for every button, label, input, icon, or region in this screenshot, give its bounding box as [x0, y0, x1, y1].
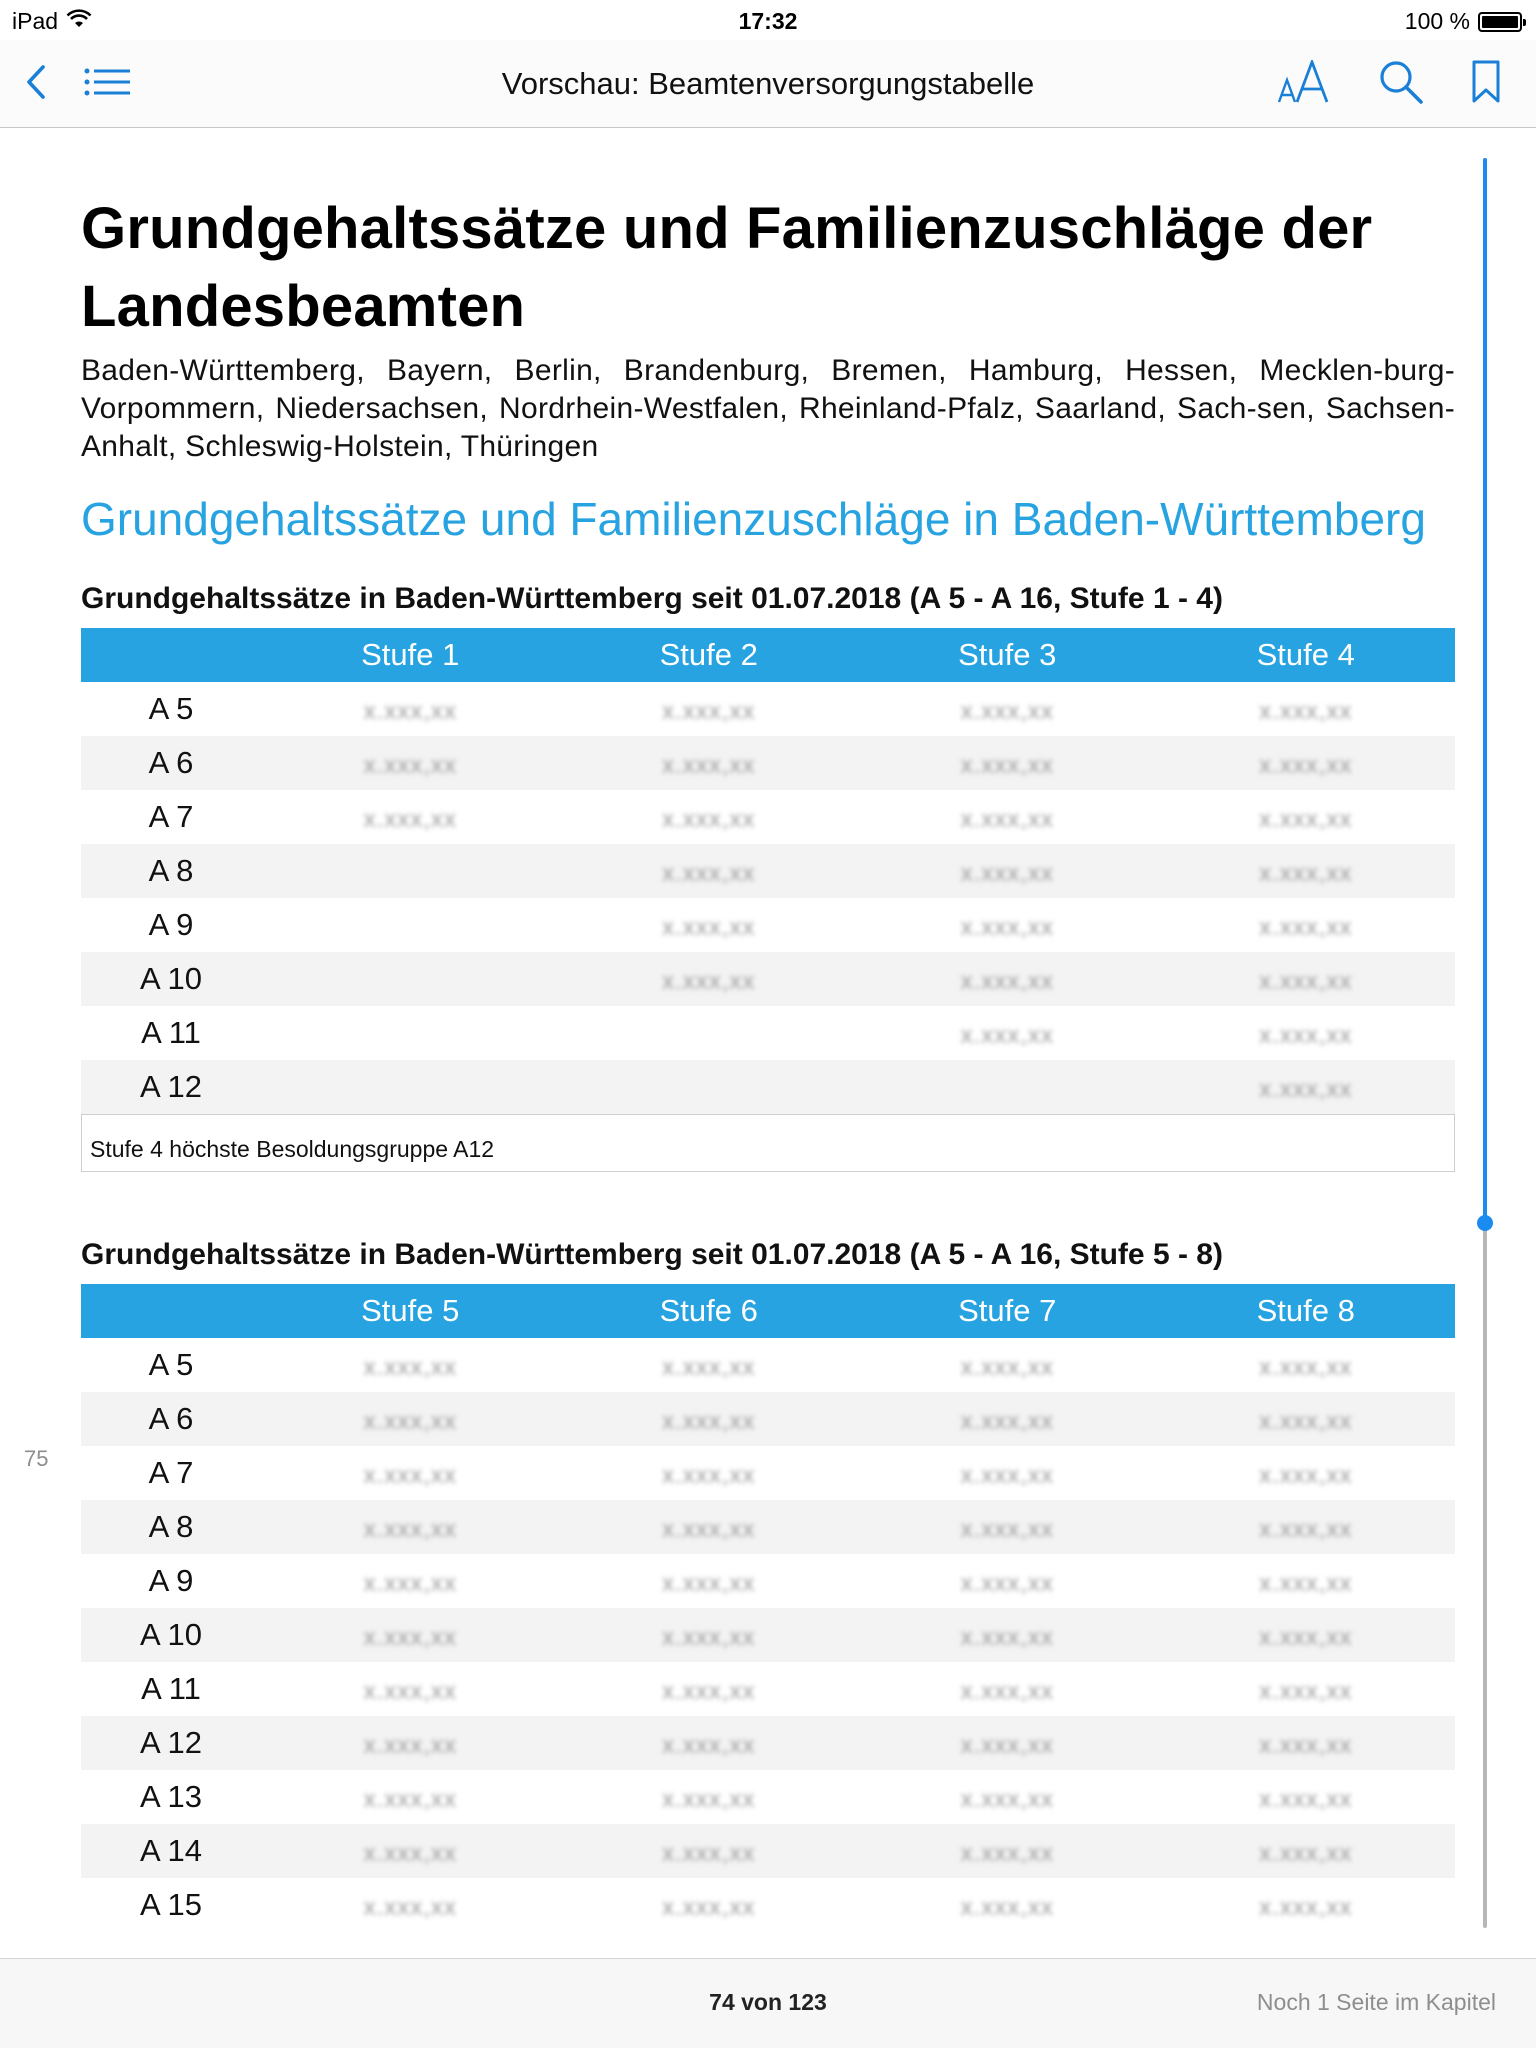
salary-cell: x.xxx,xx — [960, 1462, 1054, 1489]
bottom-bar — [0, 1958, 1536, 2048]
salary-cell: x.xxx,xx — [1157, 1500, 1456, 1554]
column-header: Stufe 7 — [858, 1284, 1157, 1338]
grade-label: A 10 — [81, 1608, 261, 1662]
table-row — [81, 1770, 1455, 1824]
salary-cell — [261, 1060, 560, 1114]
grade-label: A 8 — [81, 844, 261, 898]
salary-cell: x.xxx,xx — [261, 1392, 560, 1446]
salary-cell: x.xxx,xx — [662, 806, 756, 833]
section-title: Grundgehaltssätze und Familienzuschläge in Baden-Württemberg — [81, 493, 1426, 545]
grade-label: A 15 — [139, 1887, 203, 1922]
column-header: Stufe 5 — [261, 1284, 560, 1338]
column-header: Stufe 8 — [1157, 1284, 1456, 1338]
clock: 17:32 — [738, 8, 798, 34]
column-header: Stufe 1 — [261, 628, 560, 682]
column-header: Stufe 6 — [560, 1284, 859, 1338]
salary-cell: x.xxx,xx — [1259, 1786, 1353, 1813]
salary-cell: x.xxx,xx — [363, 1570, 457, 1597]
table-row — [81, 1500, 1455, 1554]
salary-cell — [560, 1006, 859, 1060]
salary-cell: x.xxx,xx — [858, 736, 1157, 790]
grade-label: A 14 — [81, 1824, 261, 1878]
salary-cell — [858, 1060, 1157, 1114]
table-row — [81, 1878, 1455, 1932]
salary-table-1 — [81, 628, 1455, 1114]
salary-cell: x.xxx,xx — [662, 1894, 756, 1921]
table-row — [81, 1716, 1455, 1770]
salary-cell: x.xxx,xx — [960, 914, 1054, 941]
salary-cell: x.xxx,xx — [960, 1894, 1054, 1921]
document-page — [81, 190, 1455, 1932]
salary-cell: x.xxx,xx — [960, 1786, 1054, 1813]
salary-cell: x.xxx,xx — [960, 1678, 1054, 1705]
salary-cell: x.xxx,xx — [363, 1354, 457, 1381]
salary-cell: x.xxx,xx — [662, 914, 756, 941]
device-name: iPad — [12, 8, 59, 34]
search-button[interactable] — [1376, 60, 1426, 108]
salary-cell: x.xxx,xx — [960, 806, 1054, 833]
grade-label: A 7 — [148, 799, 194, 834]
font-size-icon — [1277, 60, 1331, 109]
salary-cell — [560, 1060, 859, 1114]
salary-table-2 — [81, 1284, 1455, 1932]
salary-cell: x.xxx,xx — [858, 1608, 1157, 1662]
bookmark-icon — [1471, 60, 1501, 109]
salary-cell: x.xxx,xx — [1157, 1608, 1456, 1662]
salary-cell: x.xxx,xx — [1157, 1060, 1456, 1114]
salary-cell: x.xxx,xx — [560, 1716, 859, 1770]
salary-cell: x.xxx,xx — [261, 1500, 560, 1554]
salary-cell — [261, 898, 560, 952]
salary-cell: x.xxx,xx — [858, 844, 1157, 898]
status-right — [1405, 8, 1522, 35]
table-row — [81, 844, 1455, 898]
navigation-bar — [0, 40, 1536, 128]
table-row — [81, 1006, 1455, 1060]
bookmark-button[interactable] — [1466, 60, 1506, 108]
font-size-button[interactable] — [1276, 60, 1332, 108]
salary-cell: x.xxx,xx — [662, 1462, 756, 1489]
status-bar — [0, 0, 1536, 40]
grade-label: A 7 — [148, 1455, 194, 1490]
table-row — [81, 952, 1455, 1006]
salary-cell: x.xxx,xx — [560, 1824, 859, 1878]
salary-cell: x.xxx,xx — [1157, 952, 1456, 1006]
salary-cell: x.xxx,xx — [1259, 1894, 1353, 1921]
salary-cell: x.xxx,xx — [1157, 1824, 1456, 1878]
table-row — [81, 1338, 1455, 1392]
table-row — [81, 790, 1455, 844]
salary-cell — [261, 952, 560, 1006]
salary-cell: x.xxx,xx — [1157, 1716, 1456, 1770]
scroll-progress — [1483, 158, 1487, 1223]
salary-cell: x.xxx,xx — [363, 1786, 457, 1813]
salary-cell: x.xxx,xx — [1259, 1462, 1353, 1489]
salary-cell: x.xxx,xx — [1259, 1678, 1353, 1705]
salary-cell: x.xxx,xx — [1157, 736, 1456, 790]
salary-cell: x.xxx,xx — [1157, 1392, 1456, 1446]
salary-cell: x.xxx,xx — [261, 736, 560, 790]
table-row — [81, 1662, 1455, 1716]
grade-label: A 11 — [141, 1671, 201, 1706]
salary-cell: x.xxx,xx — [1259, 1570, 1353, 1597]
reader-content[interactable] — [0, 128, 1536, 1958]
salary-cell: x.xxx,xx — [560, 1608, 859, 1662]
salary-cell: x.xxx,xx — [1259, 698, 1353, 725]
chapter-remaining: Noch 1 Seite im Kapitel — [1256, 1989, 1496, 2015]
salary-cell: x.xxx,xx — [560, 952, 859, 1006]
salary-cell: x.xxx,xx — [560, 736, 859, 790]
salary-cell: x.xxx,xx — [1259, 806, 1353, 833]
column-header: Stufe 4 — [1157, 628, 1456, 682]
grade-label: A 6 — [81, 1392, 261, 1446]
salary-cell: x.xxx,xx — [858, 1392, 1157, 1446]
salary-cell: x.xxx,xx — [1259, 914, 1353, 941]
salary-cell: x.xxx,xx — [662, 1678, 756, 1705]
grade-label: A 8 — [81, 1500, 261, 1554]
salary-cell: x.xxx,xx — [960, 1354, 1054, 1381]
header-corner — [81, 628, 261, 682]
salary-cell: x.xxx,xx — [858, 952, 1157, 1006]
salary-cell — [261, 844, 560, 898]
salary-cell: x.xxx,xx — [858, 1824, 1157, 1878]
search-icon — [1378, 59, 1424, 110]
battery-icon — [1478, 12, 1522, 32]
page-position: 74 von 123 — [709, 1989, 827, 2015]
table-1-body — [81, 682, 1455, 1114]
grade-label: A 12 — [81, 1716, 261, 1770]
grade-label: A 6 — [81, 736, 261, 790]
table-row — [81, 1446, 1455, 1500]
grade-label: A 13 — [139, 1779, 203, 1814]
grade-label: A 5 — [148, 691, 194, 726]
grade-label: A 9 — [148, 907, 194, 942]
table-2-body — [81, 1338, 1455, 1932]
salary-cell: x.xxx,xx — [560, 1500, 859, 1554]
table-1-footnote: Stufe 4 höchste Besoldungsgruppe A12 — [81, 1115, 1455, 1172]
salary-cell: x.xxx,xx — [363, 698, 457, 725]
column-header: Stufe 2 — [560, 628, 859, 682]
salary-cell: x.xxx,xx — [363, 1462, 457, 1489]
table-row — [81, 1824, 1455, 1878]
grade-label: A 9 — [148, 1563, 194, 1598]
scroll-handle[interactable] — [1477, 1215, 1493, 1231]
salary-cell: x.xxx,xx — [363, 1678, 457, 1705]
table-1-header-row — [81, 628, 1455, 682]
grade-label: A 5 — [148, 1347, 194, 1382]
salary-cell: x.xxx,xx — [363, 1894, 457, 1921]
table-row — [81, 1060, 1455, 1114]
salary-cell: x.xxx,xx — [960, 698, 1054, 725]
page-number: 75 — [24, 1446, 49, 1471]
table-row — [81, 1608, 1455, 1662]
table-row — [81, 682, 1455, 736]
table-1-caption: Grundgehaltssätze in Baden-Württemberg seit 01.07.2018 (A 5 - A 16, Stufe 1 - 4) — [81, 582, 1223, 615]
table-row — [81, 736, 1455, 790]
salary-cell: x.xxx,xx — [261, 1716, 560, 1770]
states-list: Baden-Württemberg, Bayern, Berlin, Brandenburg, Bremen, Hamburg, Hessen, Mecklen-burg-Vorpommern, Niedersachsen, Nordrhein-Westfalen, Rheinland-Pfalz, Saarland, Sach-sen, Sachsen-Anhalt, Schleswig-Holstein, Thüringen — [81, 354, 1455, 463]
document-title: Grundgehaltssätze und Familienzuschläge der Landesbeamten — [81, 196, 1373, 339]
grade-label: A 12 — [81, 1060, 261, 1114]
grade-label: A 10 — [81, 952, 261, 1006]
battery-percent: 100 % — [1404, 8, 1470, 34]
salary-cell: x.xxx,xx — [858, 1716, 1157, 1770]
salary-cell: x.xxx,xx — [1157, 844, 1456, 898]
page-title: Vorschau: Beamtenversorgungstabelle — [501, 66, 1035, 101]
table-row — [81, 1554, 1455, 1608]
salary-cell: x.xxx,xx — [960, 1022, 1054, 1049]
table-2-wrapper — [81, 1236, 1455, 1932]
salary-cell: x.xxx,xx — [1259, 1022, 1353, 1049]
salary-cell: x.xxx,xx — [662, 1786, 756, 1813]
table-row — [81, 898, 1455, 952]
salary-cell: x.xxx,xx — [560, 1392, 859, 1446]
salary-cell: x.xxx,xx — [858, 1500, 1157, 1554]
salary-cell: x.xxx,xx — [662, 1354, 756, 1381]
table-row — [81, 1392, 1455, 1446]
table-2-caption: Grundgehaltssätze in Baden-Württemberg seit 01.07.2018 (A 5 - A 16, Stufe 5 - 8) — [81, 1238, 1223, 1271]
salary-cell — [261, 1006, 560, 1060]
salary-cell: x.xxx,xx — [363, 806, 457, 833]
column-header: Stufe 3 — [858, 628, 1157, 682]
salary-cell: x.xxx,xx — [261, 1608, 560, 1662]
salary-cell: x.xxx,xx — [960, 1570, 1054, 1597]
salary-cell: x.xxx,xx — [560, 844, 859, 898]
salary-cell: x.xxx,xx — [662, 1570, 756, 1597]
salary-cell: x.xxx,xx — [662, 698, 756, 725]
salary-cell: x.xxx,xx — [261, 1824, 560, 1878]
table-2-header-row — [81, 1284, 1455, 1338]
table-1-wrapper — [81, 628, 1455, 1115]
grade-label: A 11 — [141, 1015, 201, 1050]
header-corner — [81, 1284, 261, 1338]
salary-cell: x.xxx,xx — [1259, 1354, 1353, 1381]
